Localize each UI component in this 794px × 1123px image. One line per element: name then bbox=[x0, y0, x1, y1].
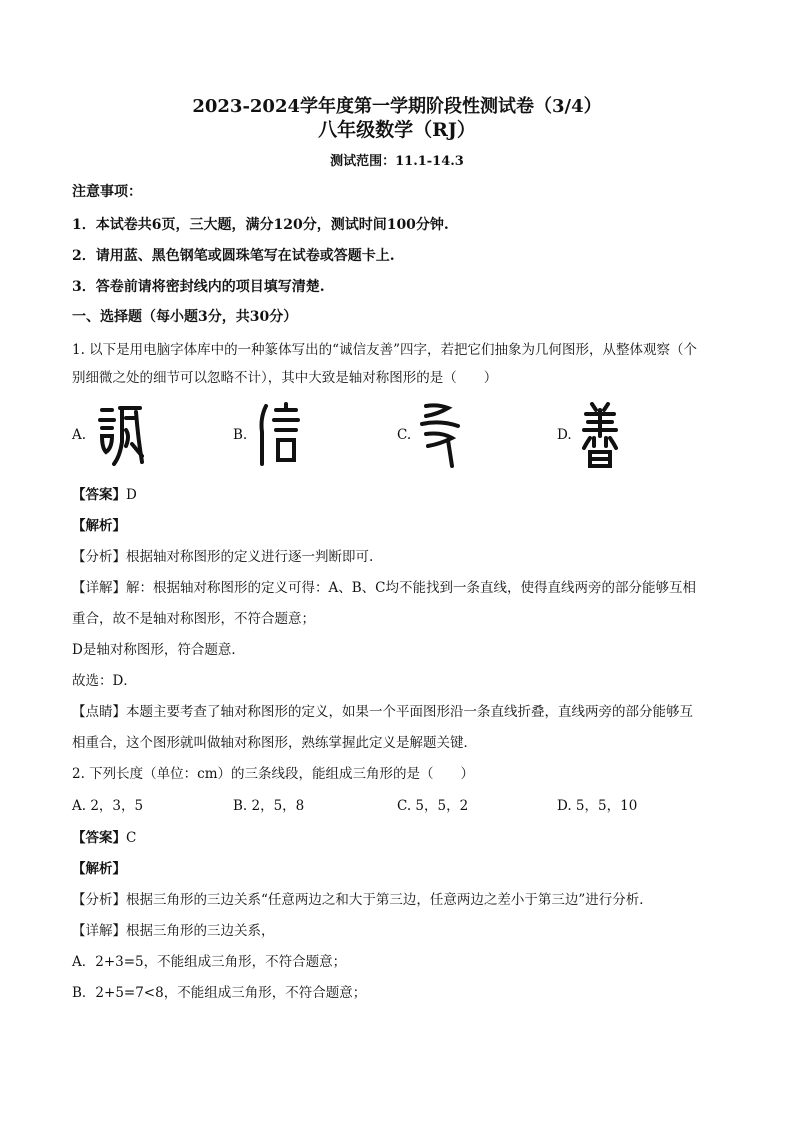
q1-option-a-glyph bbox=[96, 402, 144, 468]
q2-option-d: D. 5，5，10 bbox=[557, 798, 638, 814]
q1-detail-line3: D是轴对称图形，符合题意． bbox=[72, 642, 245, 658]
q2-detail-line1: 【详解】根据三角形的三边关系， bbox=[72, 923, 275, 939]
q2-answer: 【答案】C bbox=[72, 830, 137, 846]
q1-comment-line1: 【点睛】本题主要考查了轴对称图形的定义，如果一个平面图形沿一条直线折叠，直线两旁的部分能够互 bbox=[72, 704, 693, 720]
q1-option-b-label: B. bbox=[233, 427, 248, 443]
q2-detail-line2: A．2+3=5，不能组成三角形，不符合题意； bbox=[72, 954, 347, 970]
test-scope: 测试范围：11.1-14.3 bbox=[330, 154, 464, 169]
q1-option-d-glyph bbox=[580, 402, 620, 470]
q2-analysis-line: 【分析】根据三角形的三边关系“任意两边之和大于第三边，任意两边之差小于第三边”进行分析． bbox=[72, 892, 653, 908]
q1-option-a-label: A. bbox=[72, 427, 87, 443]
q1-analysis-line: 【分析】根据轴对称图形的定义进行逐一判断即可. bbox=[72, 549, 374, 565]
q1-answer: 【答案】D bbox=[72, 487, 137, 503]
q1-option-c-label: C. bbox=[397, 427, 412, 443]
q1-option-c-glyph bbox=[418, 400, 462, 470]
q2-option-c: C. 5，5，2 bbox=[397, 798, 469, 814]
q1-option-b-glyph bbox=[254, 402, 300, 468]
q2-analysis-tag: 【解析】 bbox=[72, 861, 126, 877]
notice-item-1: 1．本试卷共6页，三大题，满分120分，测试时间100分钟. bbox=[72, 217, 449, 233]
q2-stem: 2. 下列长度（单位：cm）的三条线段，能组成三角形的是（ ） bbox=[72, 766, 475, 782]
exam-title: 2023-2024学年度第一学期阶段性测试卷（3/4） bbox=[192, 96, 602, 117]
notice-heading: 注意事项： bbox=[72, 184, 142, 200]
q1-stem-line1: 1. 以下是用电脑字体库中的一种篆体写出的“诚信友善”四字，若把它们抽象为几何图形，从整体观察（个 bbox=[72, 342, 697, 358]
notice-item-2: 2．请用蓝、黑色钢笔或圆珠笔写在试卷或答题卡上. bbox=[72, 248, 395, 264]
q1-option-d-label: D. bbox=[557, 427, 572, 443]
q2-detail-line3: B．2+5=7<8，不能组成三角形，不符合题意； bbox=[72, 985, 367, 1001]
q1-detail-line4: 故选：D． bbox=[72, 673, 137, 689]
exam-subtitle: 八年级数学（RJ） bbox=[318, 119, 476, 141]
q1-analysis-tag: 【解析】 bbox=[72, 518, 126, 534]
q1-stem-line2: 别细微之处的细节可以忽略不计），其中大致是轴对称图形的是（ ） bbox=[72, 370, 498, 386]
q2-option-a: A. 2，3，5 bbox=[72, 798, 144, 814]
section-heading: 一、选择题（每小题3分，共30分） bbox=[72, 309, 298, 325]
q1-detail-line2: 重合，故不是轴对称图形，不符合题意； bbox=[72, 611, 315, 627]
notice-item-3: 3．答卷前请将密封线内的项目填写清楚. bbox=[72, 279, 325, 295]
q1-comment-line2: 相重合，这个图形就叫做轴对称图形，熟练掌握此定义是解题关键． bbox=[72, 735, 477, 751]
q1-detail-line1: 【详解】解：根据轴对称图形的定义可得：A、B、C均不能找到一条直线，使得直线两旁的部分能够互相 bbox=[72, 580, 696, 596]
q2-option-b: B. 2，5，8 bbox=[233, 798, 305, 814]
